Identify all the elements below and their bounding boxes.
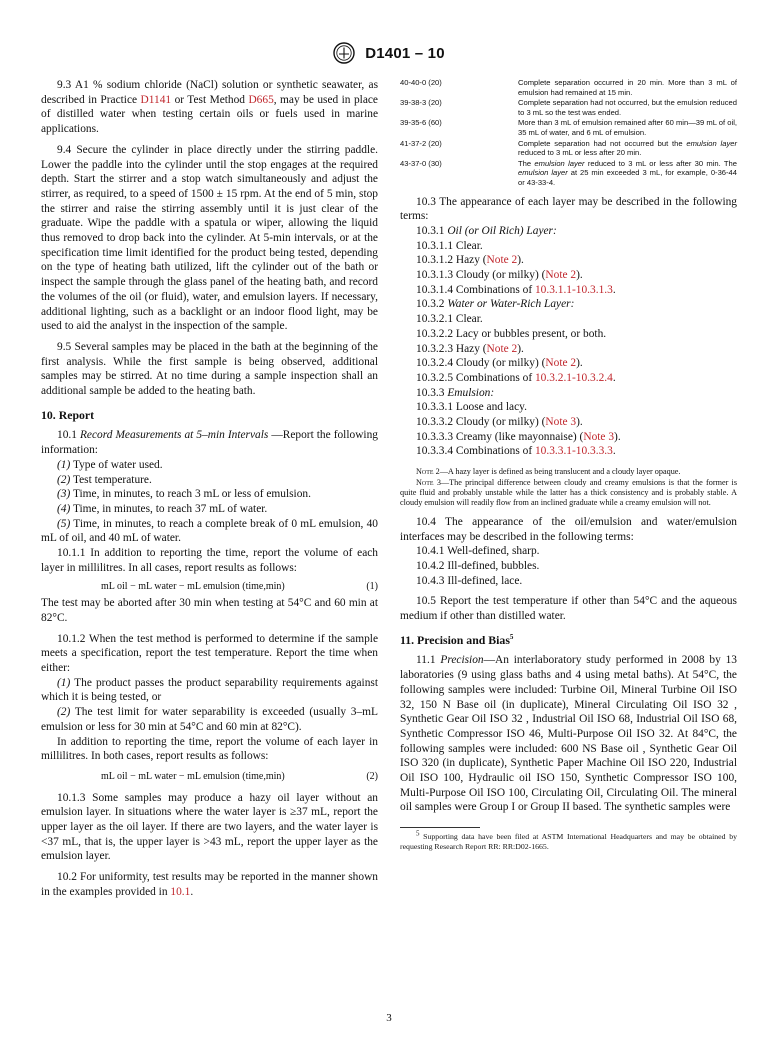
list-item: 10.3.3.4 Combinations of 10.3.3.1-10.3.3.3. — [416, 445, 616, 458]
list-item: 10.4.1 Well-defined, sharp. — [416, 545, 540, 558]
table-row — [400, 98, 737, 118]
list-item: 10.3.1.3 Cloudy (or milky) (Note 2). — [416, 269, 583, 282]
list-item: 10.3.1.2 Hazy (Note 2). — [416, 254, 524, 267]
cross-reference-link[interactable]: Note 2 — [486, 342, 518, 355]
paragraph-either-1: (1) The product passes the product separability requirements against which it is being tested, or — [41, 676, 378, 704]
list-item: 10.3.1.1 Clear. — [416, 239, 483, 252]
list-item: 10.4.2 Ill-defined, bubbles. — [416, 559, 540, 572]
cross-reference-link[interactable]: 10.3.3.1-10.3.3.3 — [534, 445, 613, 458]
paragraph-10-3: 10.3 The appearance of each layer may be described in the following terms: — [400, 195, 737, 223]
right-column — [400, 78, 737, 852]
result-code-cell: 43-37-0 (30) — [400, 158, 442, 168]
paragraph-10-1-2: 10.1.2 When the test method is performed to determine if the sample meets a specification, report the test temperature. Report the time when either: — [41, 632, 378, 675]
paragraph-10-1-1: 10.1.1 In addition to reporting the time, report the volume of each layer in millilitres. In all cases, report results as follows: — [41, 547, 378, 574]
result-description-cell: More than 3 mL of emulsion remained after 60 min—39 mL of oil, 35 mL of water, and 6 mL of emulsion. — [518, 118, 737, 137]
list-item: 10.3.1.4 Combinations of 10.3.1.1-10.3.1.3. — [416, 283, 616, 296]
list-item: 10.3.3.3 Creamy (like mayonnaise) (Note 3). — [416, 430, 621, 443]
paragraph-10-1: 10.1 Record Measurements at 5–min Intervals —Report the following information: — [41, 429, 378, 457]
appearance-terms-list — [400, 224, 737, 459]
paragraph-10-4: 10.4 The appearance of the oil/emulsion and water/emulsion interfaces may be described in the following terms: — [400, 515, 737, 543]
page-number: 3 — [386, 1012, 392, 1024]
list-item: (4) Time, in minutes, to reach 37 mL of water. — [57, 502, 268, 515]
result-description-cell: Complete separation had not occurred, but the emulsion reduced to 3 mL so the test was ended. — [518, 98, 737, 117]
paragraph-addition: In addition to reporting the time, report the volume of each layer in millilitres. In both cases, report results as follows: — [41, 735, 378, 763]
paragraph-9-5: 9.5 Several samples may be placed in the bath at the beginning of the first analysis. While the first sample is being observed, additional samples may be stirred. At no time during a sample inspection shall an additional sample be added to the heating bath. — [41, 340, 378, 398]
result-description-cell: The emulsion layer reduced to 3 mL or less after 30 min. The emulsion layer at 25 min exceeded 3 mL, for example, 0-36-44 or 43-33-4. — [518, 158, 737, 187]
section-heading-precision-and-bias: 11. Precision and Bias$^5$ — [400, 632, 514, 647]
result-code-cell: 40-40-0 (20) — [400, 78, 442, 87]
link-d665[interactable]: D665 — [248, 93, 274, 106]
paragraph-9-4: 9.4 Secure the cylinder in place directly under the stirring paddle. Lower the paddle into the cylinder until the stop engages at the required depth. Start the stirrer and a stop watch simultaneously and adjust the stirrer, as required, to a speed of 1500 ± 15 rpm. At the end of 5 min, stop the stirrer and raise the stirring assembly until it is just clear of the graduate. Wipe the paddle with a spatula or wiper, allowing the liquid thus removed to drop back into the cylinder. At 5-min intervals, or at the specification time limit identified for the product being tested, depending on the type of heating bath utilized, lift the cylinder out of the bath or inspect the sample through the glass panel of the heating bath, and record the volumes of the oil (or fluid), water, and emulsion layers. If necessary, additional lighting, such as a backlight or an indoor flood light, may be used to aid the analyst in the inspection of the sample. — [41, 143, 378, 333]
result-code-cell: 39-38-3 (20) — [400, 98, 442, 108]
cross-reference-link[interactable]: 10.3.1.1-10.3.1.3 — [534, 283, 613, 296]
paragraph-11-1: 11.1 Precision—An interlaboratory study performed in 2008 by 13 laboratories (9 using glass baths and 4 using metal baths). At 54°C, the following samples were included: Turbine Oil, Mineral Turbine Oil ISO 32, 150 N Base oil (in duplicate), Mineral Circulating Oil ISO 32 , Synthetic Gear Oil ISO 32 , Industrial Oil ISO 68, Industrial Oil ISO 68, Synthetic Compressor ISO 46, Multi-Purpose Oil ISO 32. At 84°C, the following samples were included: 600 NS Base oil , Synthetic Gear Oil ISO 320 (in duplicate), Synthetic Paper Machine Oil ISO 220, Industrial Oil ISO 100, Hydraulic oil ISO 150, Synthetic Compressor ISO 100, Multi-Purpose Oil ISO 100, Circulating Oil, Circulating Oil. The mineral oil samples were Group I or Group II based. The synthetic samples were — [400, 654, 737, 814]
note-3: Note 3—The principal difference between cloudy and creamy emulsions is that the former is quite fluid and probably unstable while the latter has a thick consistency and is probably stable. A cloudy emulsion will readily flow from an inclined graduate while a creamy emulsion will not. — [400, 477, 738, 508]
section-heading-report: 10. Report — [41, 407, 95, 422]
cross-reference-link[interactable]: Note 2 — [545, 269, 577, 282]
link-d1141[interactable]: D1141 — [140, 93, 172, 106]
cross-reference-link[interactable]: Note 3 — [545, 416, 577, 429]
list-item: (3) Time, in minutes, to reach 3 mL or less of emulsion. — [57, 488, 311, 501]
list-item: (1) Type of water used. — [57, 458, 163, 471]
list-item: 10.3.1 Oil (or Oil Rich) Layer: — [416, 224, 557, 237]
cross-reference-link[interactable]: Note 2 — [545, 357, 577, 370]
footnote-divider — [400, 827, 480, 828]
list-item: 10.3.2.4 Cloudy (or milky) (Note 2). — [416, 357, 583, 370]
list-item: (5) Time, in minutes, to reach a complete break of 0 mL emulsion, 40 mL of oil, and 40 mL of water. — [41, 517, 378, 545]
equation-2: mL oil − mL water − mL emulsion (time,min) (2) — [101, 770, 378, 782]
list-item: 10.3.2.3 Hazy (Note 2). — [416, 342, 524, 355]
paragraph-9-3: 9.3 A1 % sodium chloride (NaCl) solution or synthetic seawater, as described in Practice D1141 or Test Method D665, may be used in place of distilled water when testing certain oils or fuels used in marine applications. — [41, 79, 378, 136]
page-header — [0, 42, 778, 64]
list-item: 10.3.2.5 Combinations of 10.3.2.1-10.3.2.4. — [416, 371, 616, 384]
cross-reference-link[interactable]: 10.3.2.1-10.3.2.4 — [534, 371, 613, 384]
paragraph-abort: The test may be aborted after 30 min when testing at 54°C and 60 min at 82°C. — [41, 597, 378, 624]
list-item: 10.3.3.1 Loose and lacy. — [416, 401, 527, 414]
table-row — [400, 118, 737, 138]
list-item: 10.3.3 Emulsion: — [416, 386, 495, 399]
paragraph-10-2: 10.2 For uniformity, test results may be reported in the manner shown in the examples provided in 10.1. — [41, 871, 378, 898]
left-column — [41, 78, 378, 906]
list-item: (2) Test temperature. — [57, 473, 152, 486]
result-description-cell: Complete separation occurred in 20 min. More than 3 mL of emulsion had remained at 15 min. — [518, 78, 737, 97]
list-item: 10.3.2 Water or Water-Rich Layer: — [416, 298, 575, 311]
link-10-1[interactable]: 10.1 — [170, 885, 191, 898]
table-row — [400, 159, 737, 189]
result-code-cell: 39-35-6 (60) — [400, 118, 442, 128]
cross-reference-link[interactable]: Note 2 — [486, 254, 518, 267]
table-row — [400, 78, 737, 98]
list-item: 10.3.2.2 Lacy or bubbles present, or both. — [416, 327, 607, 340]
paragraph-10-1-3: 10.1.3 Some samples may produce a hazy oil layer without an emulsion layer. In situations where the water layer is ≥37 mL, report the upper layer as the oil layer. If there are two layers, and the water layer is <37 mL, that is, the upper layer is >43 mL, report the upper layer as the emulsion layer. — [41, 791, 378, 863]
report-items-list — [41, 458, 378, 546]
paragraph-either-2: (2) The test limit for water separability is exceeded (usually 3–mL emulsion or less for 30 min at 54°C and 60 min at 82°C). — [41, 706, 378, 733]
example-results-table — [400, 78, 737, 189]
paragraph-10-5: 10.5 Report the test temperature if other than 54°C and the aqueous medium if other than distilled water. — [400, 595, 737, 623]
cross-reference-link[interactable]: Note 3 — [583, 430, 615, 443]
result-description-cell: Complete separation had not occurred but the emulsion layer reduced to 3 mL or less after 20 min. — [518, 138, 737, 158]
equation-1: mL oil − mL water − mL emulsion (time,min) (1) — [101, 580, 378, 592]
note-2: Note 2—A hazy layer is defined as being translucent and a cloudy layer opaque. — [416, 467, 681, 477]
astm-logo-icon — [333, 42, 355, 64]
result-code-cell: 41-37-2 (20) — [400, 138, 442, 148]
list-item: 10.3.3.2 Cloudy (or milky) (Note 3). — [416, 416, 583, 429]
footnote-5: $^5$ Supporting data have been filed at ASTM International Headquarters and may be obtained by requesting Research Report RR: RR:D02-1665. — [400, 829, 737, 852]
list-item: 10.3.2.1 Clear. — [416, 313, 483, 326]
table-row — [400, 139, 737, 159]
list-item: 10.4.3 Ill-defined, lace. — [416, 574, 523, 587]
document-id: D1401 – 10 — [365, 44, 445, 62]
